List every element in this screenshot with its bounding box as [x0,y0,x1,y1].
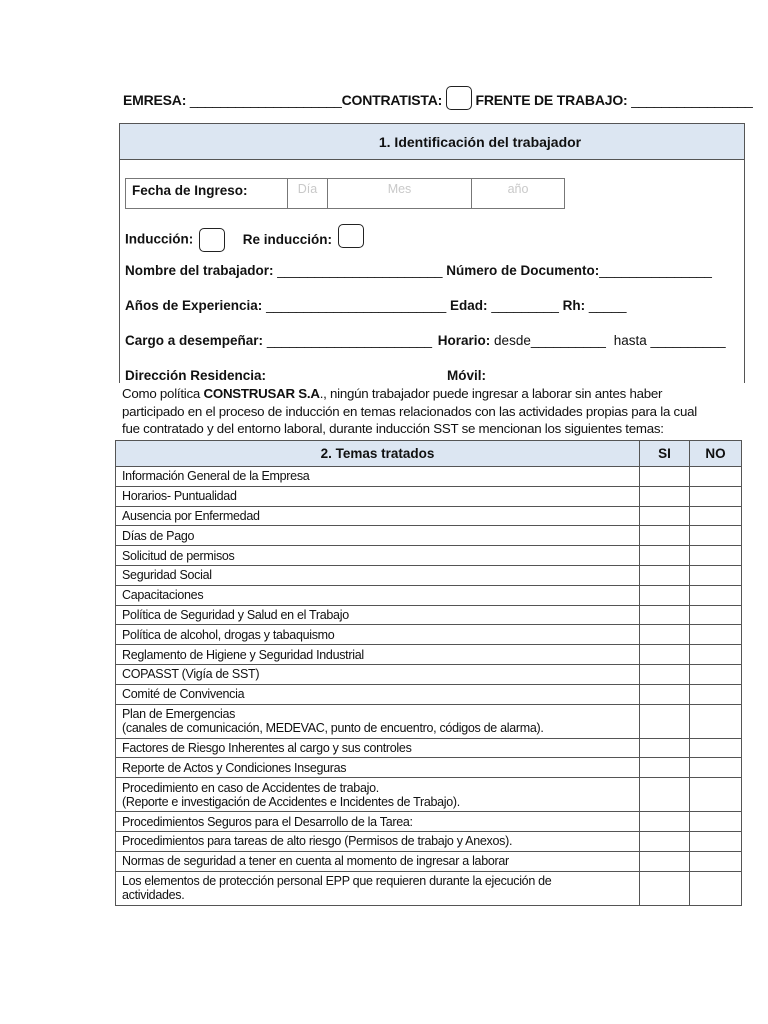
nombre-label: Nombre del trabajador: [125,263,274,278]
topic-si-cell[interactable] [640,645,690,665]
topic-no-cell[interactable] [690,812,742,832]
topic-si-cell[interactable] [640,778,690,812]
cargo-label: Cargo a desempeñar: [125,333,264,348]
topic-row [116,645,742,665]
topic-label: Solicitud de permisos [122,548,235,563]
topic-row [116,704,742,738]
topic-row [116,625,742,645]
topic-no-cell[interactable] [690,565,742,585]
fecha-mes-field[interactable]: Mes [328,179,472,208]
induccion-row [125,228,364,252]
topic-no-cell[interactable] [690,486,742,506]
topic-row [116,812,742,832]
topic-row [116,758,742,778]
topic-si-cell[interactable] [640,546,690,566]
topic-row [116,526,742,546]
topic-si-cell[interactable] [640,758,690,778]
topic-cell [116,486,640,506]
topic-cell [116,526,640,546]
reinduccion-label: Re inducción: [242,231,333,247]
topic-si-cell[interactable] [640,565,690,585]
intro-line-1 [122,386,662,401]
topic-label-detail: (canales de comunicación, MEDEVAC, punto de encuentro, códigos de alarma). [122,721,544,736]
topic-label: Seguridad Social [122,568,212,583]
topic-cell [116,831,640,851]
topic-cell [116,585,640,605]
topic-cell [116,812,640,832]
topic-label: Comité de Convivencia [122,687,245,702]
topic-label: Política de Seguridad y Salud en el Trabajo [122,607,349,622]
topic-si-cell[interactable] [640,831,690,851]
col-si-header: SI [640,441,690,467]
topic-label: Procedimientos para tareas de alto riesgo (Permisos de trabajo y Anexos). [122,834,513,849]
contratista-checkbox[interactable] [446,86,472,110]
frente-label: FRENTE DE TRABAJO: [475,92,628,108]
fecha-dia-field[interactable]: Día [288,179,328,208]
topic-cell [116,851,640,871]
topic-label: Horarios- Puntualidad [122,489,237,504]
topic-cell [116,467,640,487]
topic-no-cell[interactable] [690,605,742,625]
topic-row [116,778,742,812]
topic-label: Reporte de Actos y Condiciones Inseguras [122,760,347,775]
topic-row [116,565,742,585]
topic-row [116,664,742,684]
topic-row [116,467,742,487]
section1-title: 1. Identificación del trabajador [120,124,744,160]
topic-cell [116,704,640,738]
topic-no-cell[interactable] [690,664,742,684]
topic-label: Plan de Emergencias [122,707,236,722]
topic-cell [116,778,640,812]
topic-cell [116,625,640,645]
direccion-label: Dirección Residencia: [125,368,267,383]
experiencia-row [125,298,626,313]
topic-cell [116,546,640,566]
reinduccion-checkbox[interactable] [338,224,364,248]
topic-label: Procedimientos Seguros para el Desarrollo de la Tarea: [122,814,413,829]
horario-hasta-label: hasta [613,333,647,348]
horario-hasta-line[interactable]: __________ [650,333,726,348]
topic-no-cell[interactable] [690,526,742,546]
topic-no-cell[interactable] [690,585,742,605]
contratista-label: CONTRATISTA: [341,92,443,108]
topic-label: Ausencia por Enfermedad [122,508,260,523]
cargo-row [125,333,726,348]
topic-no-cell[interactable] [690,778,742,812]
fecha-ingreso-label: Fecha de Ingreso: [126,179,288,208]
empresa-line[interactable]: ____________________ [189,92,342,108]
frente-line[interactable]: ________________ [631,92,753,108]
company-name: CONSTRUSAR S.A [203,386,320,401]
horario-label: Horario: [437,333,491,348]
topic-si-cell[interactable] [640,684,690,704]
topic-no-cell[interactable] [690,546,742,566]
intro-text-a: Como política [122,386,201,401]
topic-row [116,605,742,625]
topic-si-cell[interactable] [640,871,690,905]
topic-label: Procedimiento en caso de Accidentes de trabajo. [122,780,379,795]
topic-no-cell[interactable] [690,625,742,645]
nombre-row [125,263,712,278]
topic-no-cell[interactable] [690,738,742,758]
anios-line[interactable]: ________________________ [266,298,447,313]
fecha-ingreso-table [125,178,565,209]
topic-cell [116,605,640,625]
topic-label: Los elementos de protección personal EPP que requieren durante la ejecución de [122,874,552,889]
topic-cell [116,664,640,684]
topic-si-cell[interactable] [640,526,690,546]
topic-label: Reglamento de Higiene y Seguridad Industrial [122,647,364,662]
topic-label: Capacitaciones [122,588,204,603]
horario-desde-line[interactable]: __________ [530,333,606,348]
topic-cell [116,645,640,665]
empresa-label: EMRESA: [123,92,187,108]
topic-label: Política de alcohol, drogas y tabaquismo [122,627,335,642]
topic-row [116,871,742,905]
rh-label: Rh: [562,298,586,313]
topic-label-detail: actividades. [122,888,185,903]
topic-label: Días de Pago [122,528,195,543]
topic-si-cell[interactable] [640,738,690,758]
col-no-header: NO [690,441,742,467]
topic-cell [116,506,640,526]
topic-si-cell[interactable] [640,585,690,605]
documento-label: Número de Documento: [446,263,600,278]
topics-title: 2. Temas tratados [116,441,640,467]
topic-cell [116,565,640,585]
topic-si-cell[interactable] [640,812,690,832]
topics-header-row [116,441,742,467]
topic-label-detail: (Reporte e investigación de Accidentes e Incidentes de Trabajo). [122,794,460,809]
topic-label: Normas de seguridad a tener en cuenta al momento de ingresar a laborar [122,854,509,869]
intro-text-b: ., ningún trabajador puede ingresar a laborar sin antes haber [319,386,663,401]
topic-no-cell[interactable] [690,871,742,905]
topic-row [116,546,742,566]
topic-no-cell[interactable] [690,645,742,665]
movil-label: Móvil: [447,368,486,383]
documento-line[interactable]: _______________ [599,263,712,278]
topic-si-cell[interactable] [640,664,690,684]
topic-si-cell[interactable] [640,506,690,526]
topic-label: Información General de la Empresa [122,469,310,484]
rh-line[interactable]: _____ [588,298,627,313]
topic-cell [116,738,640,758]
cargo-line[interactable]: ______________________ [266,333,432,348]
topic-si-cell[interactable] [640,851,690,871]
topic-cell [116,871,640,905]
fecha-anio-field[interactable]: año [507,182,529,196]
nombre-line[interactable]: ______________________ [277,263,443,278]
topic-row [116,506,742,526]
topic-cell [116,684,640,704]
topic-row [116,831,742,851]
topic-no-cell[interactable] [690,851,742,871]
topic-si-cell[interactable] [640,467,690,487]
topic-no-cell[interactable] [690,831,742,851]
form-header [123,92,753,110]
topic-si-cell[interactable] [640,486,690,506]
topics-table [115,440,742,906]
topic-cell [116,758,640,778]
induccion-label: Inducción: [125,231,194,247]
induccion-checkbox[interactable] [199,228,225,252]
topic-row [116,738,742,758]
topic-no-cell[interactable] [690,704,742,738]
topic-si-cell[interactable] [640,625,690,645]
edad-label: Edad: [450,298,488,313]
topic-si-cell[interactable] [640,605,690,625]
topic-row [116,851,742,871]
anios-label: Años de Experiencia: [125,298,263,313]
topic-row [116,684,742,704]
topic-label: Factores de Riesgo Inherentes al cargo y sus controles [122,740,412,755]
horario-desde-label: desde [494,333,531,348]
topic-no-cell[interactable] [690,506,742,526]
intro-line-3: fue contratado y del entorno laboral, durante inducción SST se mencionan los siguientes temas: [122,421,664,436]
topic-row [116,585,742,605]
intro-line-2: participado en el proceso de inducción en temas relacionados con las actividades propias para la cual [122,404,697,419]
topic-label: COPASST (Vigía de SST) [122,667,260,682]
topic-si-cell[interactable] [640,704,690,738]
topic-row [116,486,742,506]
topic-no-cell[interactable] [690,758,742,778]
topic-no-cell[interactable] [690,467,742,487]
edad-line[interactable]: _________ [491,298,559,313]
topic-no-cell[interactable] [690,684,742,704]
